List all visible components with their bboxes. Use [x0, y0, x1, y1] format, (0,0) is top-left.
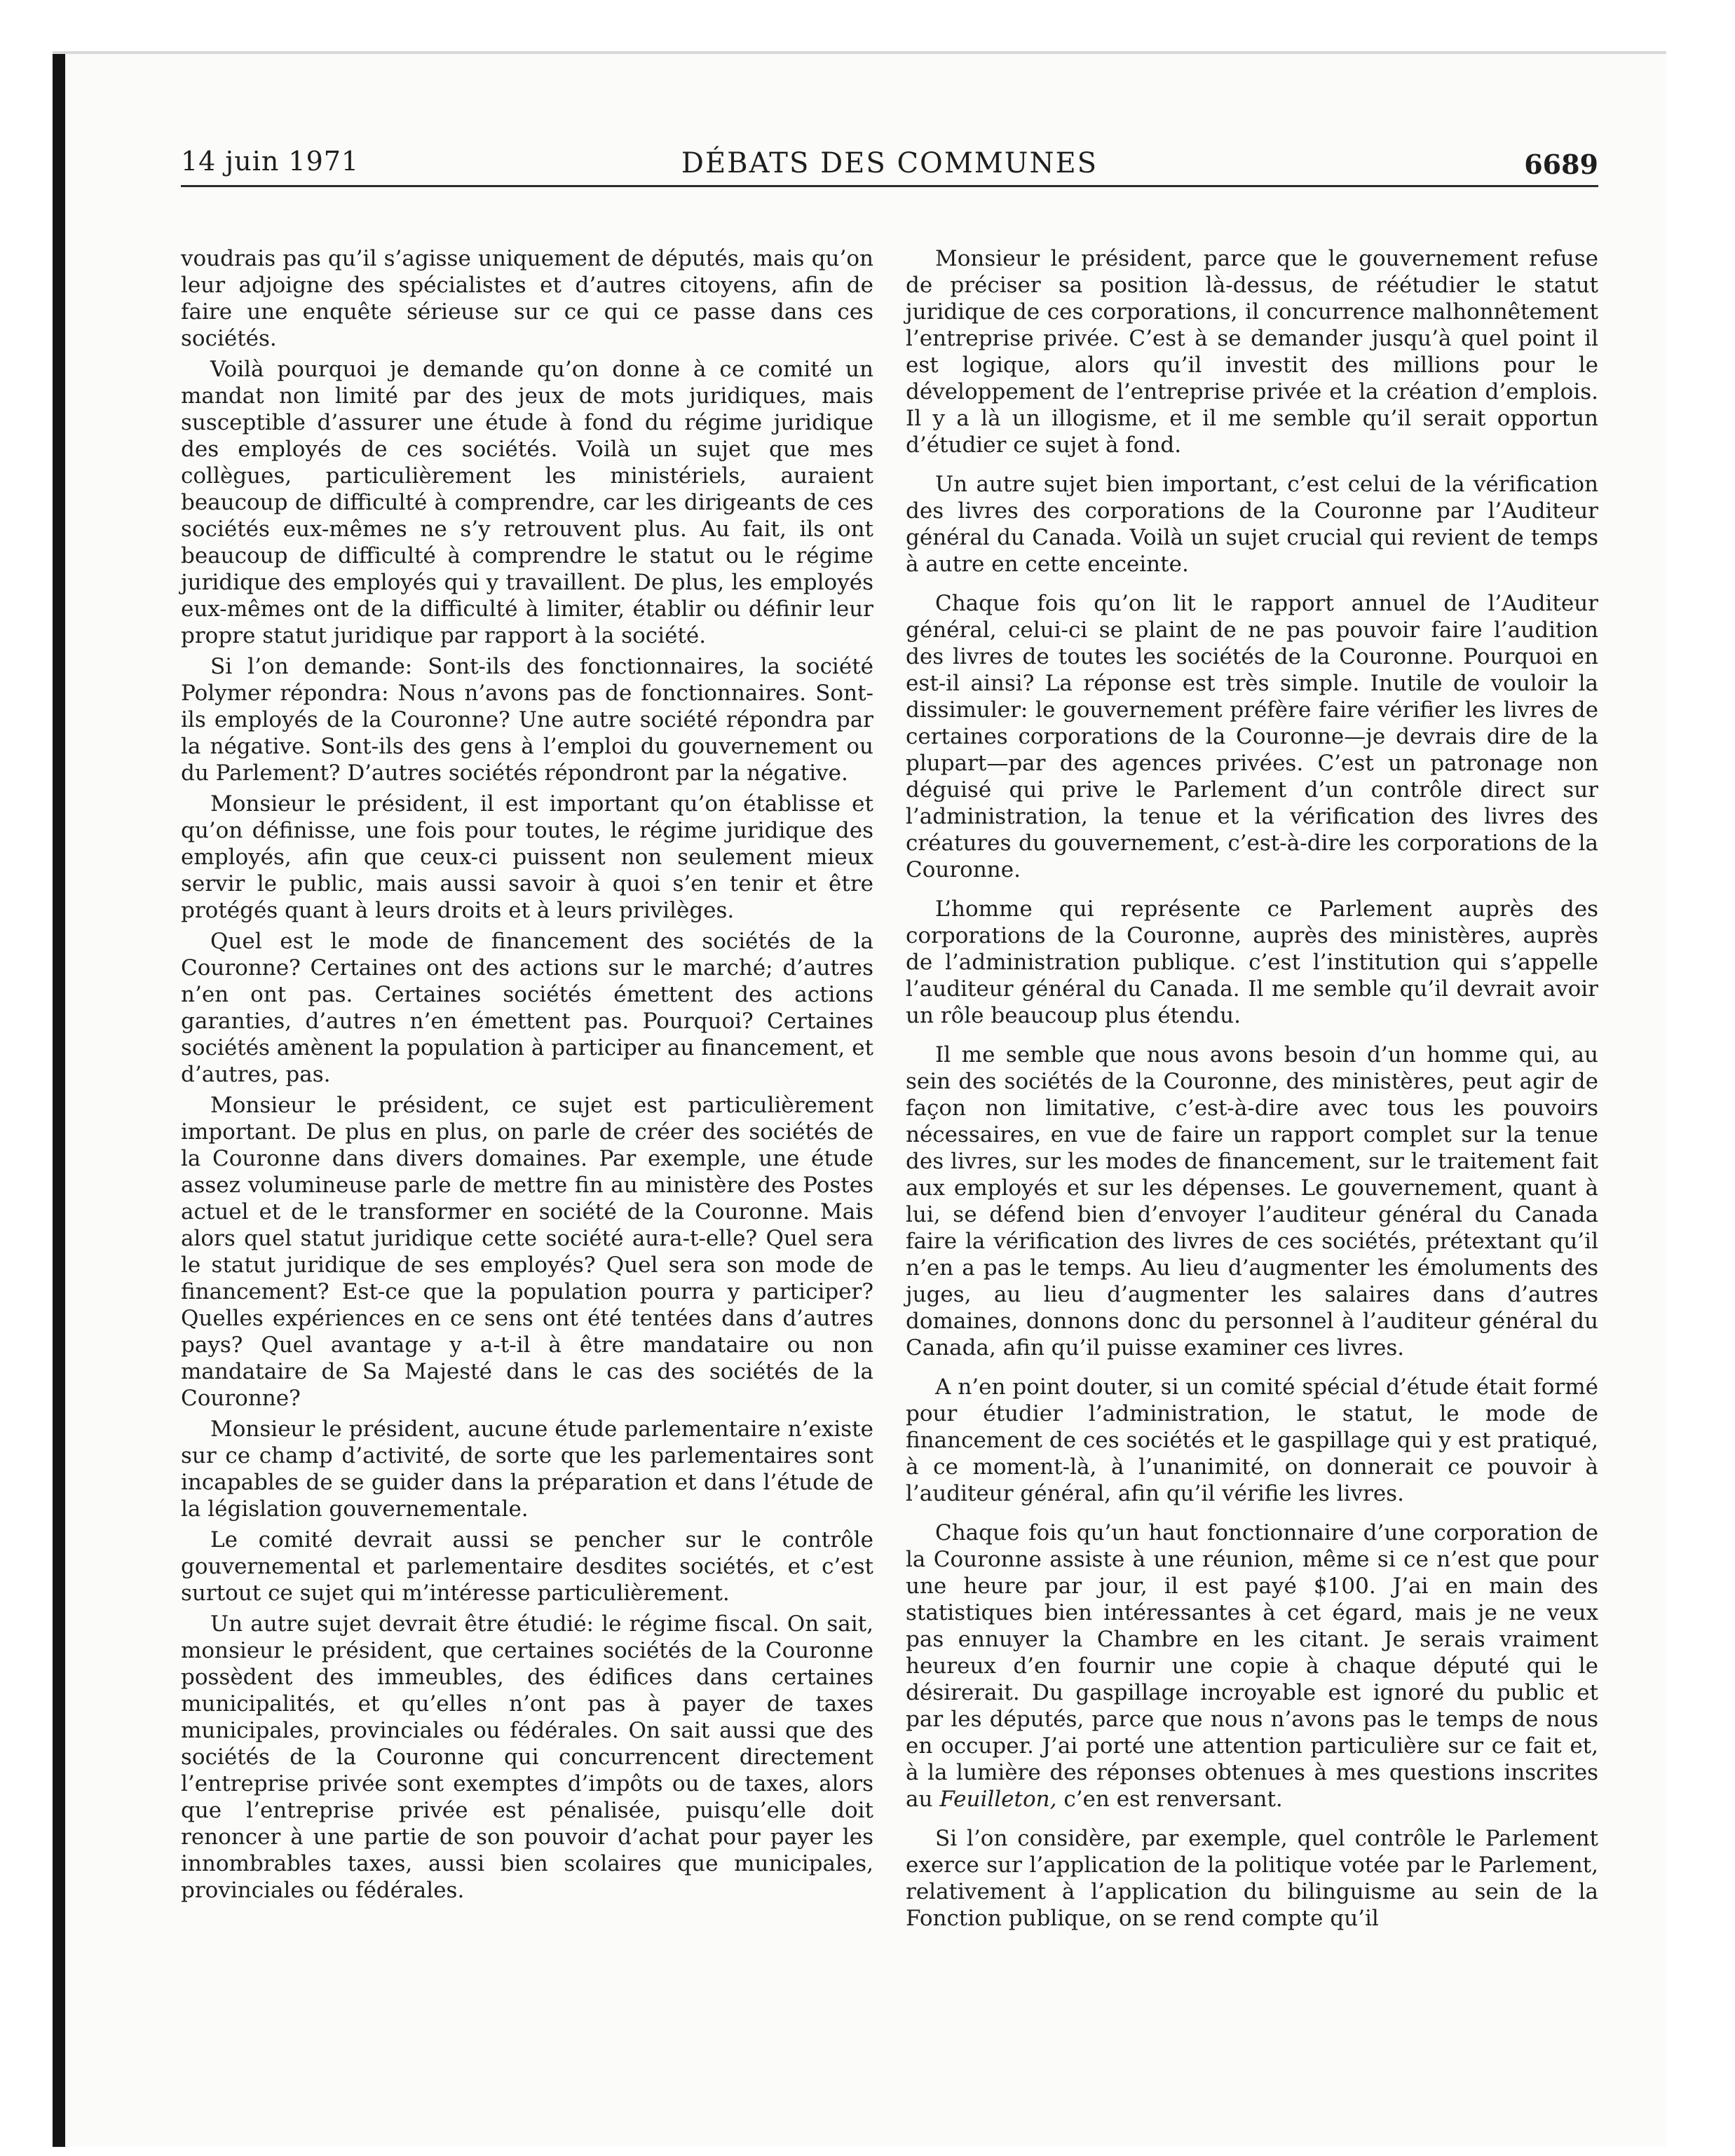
- paragraph: Monsieur le président, aucune étude parlementaire n’existe sur ce champ d’activité, de sorte que les parlementaires sont incapables de se guider dans la préparation et dans l’étude de la législation gouvernementale.: [181, 1417, 873, 1522]
- paragraph-text: Chaque fois qu’un haut fonctionnaire d’une corporation de la Couronne assiste à une réunion, même si ce n’est que pour une heure par jour, il est payé $100. J’ai en main des statistiques bien intéressantes à cet égard, mais je ne veux pas ennuyer la Chambre en les citant. Je serais vraiment heureux d’en fournir une copie à chaque député qui le désirerait. Du gaspillage incroyable est ignoré du public et par les députés, parce que nous n’avons pas le temps de nous en occuper. J’ai porté une attention particulière sur ce fait et, à la lumière des réponses obtenues à mes questions inscrites au: [906, 1520, 1598, 1812]
- header-date: 14 juin 1971: [181, 146, 360, 177]
- feuilleton-italic: Feuilleton,: [939, 1787, 1057, 1812]
- paragraph: Le comité devrait aussi se pencher sur le contrôle gouvernemental et parlementaire desdites sociétés, et c’est surtout ce sujet qui m’intéresse particulièrement.: [181, 1527, 873, 1606]
- paragraph: voudrais pas qu’il s’agisse uniquement de députés, mais qu’on leur adjoigne des spécialistes et d’autres citoyens, afin de faire une enquête sérieuse sur ce qui ce passe dans ces sociétés.: [181, 246, 873, 351]
- paragraph: A n’en point douter, si un comité spécial d’étude était formé pour étudier l’administration, le statut, le mode de financement de ces sociétés et le gaspillage qui y est pratiqué, à ce moment-là, à l’unanimité, on donnerait ce pouvoir à l’auditeur général, afin qu’il vérifie les livres.: [906, 1374, 1598, 1506]
- paragraph-text-end: c’en est renversant.: [1063, 1787, 1283, 1812]
- paragraph: Voilà pourquoi je demande qu’on donne à ce comité un mandat non limité par des jeux de mots juridiques, mais susceptible d’assurer une étude à fond du régime juridique des employés de ces sociétés. Voilà un sujet que mes collègues, particulièrement les ministériels, auraient beaucoup de difficulté à comprendre, car les dirigeants de ces sociétés eux-mêmes ne s’y retrouvent plus. Au fait, ils ont beaucoup de difficulté à comprendre le statut ou le régime juridique des employés qui y travaillent. De plus, les employés eux-mêmes ont de la difficulté à limiter, établir ou définir leur propre statut juridique par rapport à la société.: [181, 357, 873, 648]
- right-column: [906, 245, 1598, 1936]
- paragraph: Il me semble que nous avons besoin d’un homme qui, au sein des sociétés de la Couronne, des ministères, peut agir de façon non limitative, c’est-à-dire avec tous les pouvoirs nécessaires, en vue de faire un rapport complet sur la tenue des livres, sur les modes de financement, sur le traitement fait aux employés et sur les dépenses. Le gouvernement, quant à lui, se défend bien d’envoyer l’auditeur général du Canada faire la vérification des livres de ces sociétés, prétextant qu’il n’en a pas le temps. Au lieu d’augmenter les émoluments des juges, au lieu d’augmenter les salaires dans d’autres domaines, donnons donc du personnel à l’auditeur général du Canada, afin qu’il puisse examiner ces livres.: [906, 1042, 1598, 1360]
- paragraph: Si l’on demande: Sont-ils des fonctionnaires, la société Polymer répondra: Nous n’avons pas de fonctionnaires. Sont-ils employés de la Couronne? Une autre société répondra par la négative. Sont-ils des gens à l’emploi du gouvernement ou du Parlement? D’autres sociétés répondront par la négative.: [181, 654, 873, 786]
- left-column: [181, 245, 873, 1908]
- header-title: DÉBATS DES COMMUNES: [681, 147, 1098, 179]
- paragraph: Monsieur le président, parce que le gouvernement refuse de préciser sa position là-dessus, de réétudier le statut juridique de ces corporations, il concurrence malhonnêtement l’entreprise privée. C’est à se demander jusqu’à quel point il est logique, alors qu’il investit des millions pour le développement de l’entreprise privée et la création d’emplois. Il y a là un illogisme, et il me semble qu’il serait opportun d’étudier ce sujet à fond.: [906, 246, 1598, 458]
- scan-border-left: [53, 51, 65, 2147]
- paragraph: Un autre sujet devrait être étudié: le régime fiscal. On sait, monsieur le président, que certaines sociétés de la Couronne possèdent des immeubles, des édifices dans certaines municipalités, et qu’elles n’ont pas à payer de taxes municipales, provinciales ou fédérales. On sait aussi que des sociétés de la Couronne qui concurrencent directement l’entreprise privée sont exemptes d’impôts ou de taxes, alors que l’entreprise privée est pénalisée, puisqu’elle doit renoncer à une partie de son pouvoir d’achat pour payer les innombrables taxes, aussi bien scolaires que municipales, provinciales ou fédérales.: [181, 1611, 873, 1903]
- paragraph: Un autre sujet bien important, c’est celui de la vérification des livres des corporations de la Couronne par l’Auditeur général du Canada. Voilà un sujet crucial qui revient de temps à autre en cette enceinte.: [906, 472, 1598, 577]
- paragraph: Si l’on considère, par exemple, quel contrôle le Parlement exerce sur l’application de la politique votée par le Parlement, relativement à l’application du bilinguisme au sein de la Fonction publique, on se rend compte qu’il: [906, 1826, 1598, 1931]
- paragraph: Chaque fois qu’on lit le rapport annuel de l’Auditeur général, celui-ci se plaint de ne pas pouvoir faire l’audition des livres de toutes les sociétés de la Couronne. Pourquoi en est-il ainsi? La réponse est très simple. Inutile de vouloir la dissimuler: le gouvernement préfère faire vérifier les livres de certaines corporations de la Couronne—je devrais dire de la plupart—par des agences privées. C’est un patronage non déguisé qui prive le Parlement d’un contrôle direct sur l’administration, la tenue et la vérification des livres des créatures du gouvernement, c’est-à-dire les corporations de la Couronne.: [906, 591, 1598, 882]
- paragraph: [906, 1520, 1598, 1813]
- paragraph: Monsieur le président, il est important qu’on établisse et qu’on définisse, une fois pour toutes, le régime juridique des employés, afin que ceux-ci puissent non seulement mieux servir le public, mais aussi savoir à quoi s’en tenir et être protégés quant à leurs droits et à leurs privilèges.: [181, 791, 873, 923]
- paragraph: Quel est le mode de financement des sociétés de la Couronne? Certaines ont des actions sur le marché; d’autres n’en ont pas. Certaines sociétés émettent des actions garanties, d’autres n’en émettent pas. Pourquoi? Certaines sociétés amènent la population à participer au financement, et d’autres, pas.: [181, 929, 873, 1087]
- running-head: [181, 140, 1598, 187]
- paragraph: L’homme qui représente ce Parlement auprès des corporations de la Couronne, auprès des ministères, auprès de l’administration publique. c’est l’institution qui s’appelle l’auditeur général du Canada. Il me semble qu’il devrait avoir un rôle beaucoup plus étendu.: [906, 896, 1598, 1028]
- page-number: 6689: [1524, 149, 1598, 180]
- paragraph: Monsieur le président, ce sujet est particulièrement important. De plus en plus, on parle de créer des sociétés de la Couronne dans divers domaines. Par exemple, une étude assez volumineuse parle de mettre fin au ministère des Postes actuel et de le transformer en société de la Couronne. Mais alors quel statut juridique cette société aura-t-elle? Quel sera le statut juridique de ses employés? Quel sera son mode de financement? Est-ce que la population pourra y participer? Quelles expériences en ce sens ont été tentées dans d’autres pays? Quel avantage y a-t-il à être mandataire ou non mandataire de Sa Majesté dans le cas des sociétés de la Couronne?: [181, 1093, 873, 1411]
